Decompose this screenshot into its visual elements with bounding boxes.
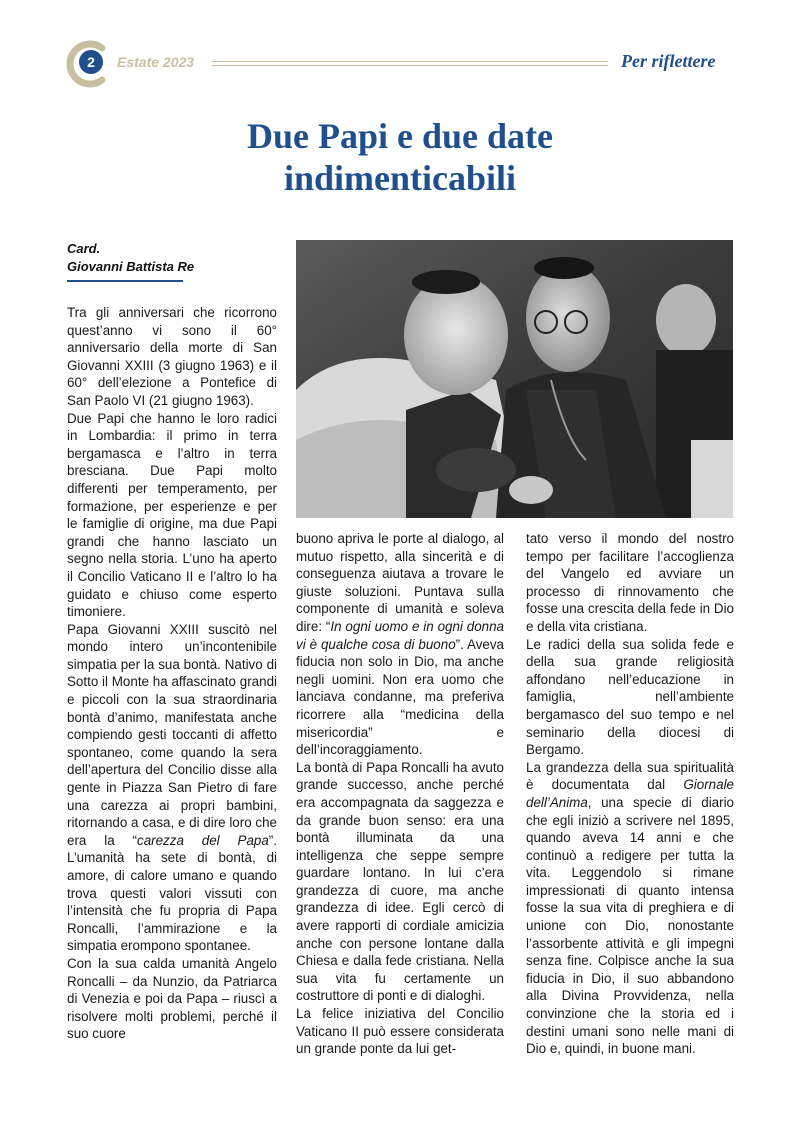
paragraph: La bontà di Papa Roncalli ha avuto grande successo, anche perché era accompagnata da saggezza e da grande buon senso: era una bontà illuminata da una intelligenza che seppe sempre guardare lontano. In lui c’era grandezza di cuore, ma anche grandezza di idee. Egli cercò di avere rapporti di cordiale amicizia anche con persone lontane dalla Chiesa e dalla fede cristiana. Nella sua vita fu certamente un costruttore di ponti e di dialoghi. <box>296 759 504 1004</box>
text-run: ”. L’umanità ha sete di bontà, di amore, di calore umano e quando trova questi valori vissuti con l’intensità che fu propria di Papa Roncalli, l’ammirazione e la simpatia erompono spontanee. <box>67 832 277 954</box>
quote-emphasis: carezza del Papa <box>137 832 269 848</box>
paragraph: Le radici della sua solida fede e della sua grande religiosità affondano nell’educazione in famiglia, nell’ambiente bergamasco del suo tempo e nel seminario della diocesi di Bergamo. <box>526 636 734 758</box>
paragraph <box>526 759 734 1058</box>
section-label: Per riflettere <box>621 51 716 71</box>
text-run: , una specie di diario che egli iniziò a scrivere nel 1895, quando aveva 14 anni e che continuò a redigere per tutta la vita. Leggendolo si rimane impressionati di quanto intensa fosse la sua vita di preghiera e di unione con Dio, nonostante l’assorbente attività e gli impegni senza fine. Colpisce anche la sua fiducia in Dio, il suo abbandono alla Divina Provvidenza, nella convinzione che la storia ed i destini umani sono nelle mani di Dio e, quindi, in buone mani. <box>526 794 734 1057</box>
text-column-1 <box>67 304 277 1043</box>
paragraph: La felice iniziativa del Concilio Vaticano II può essere considerata un grande ponte da lui get- <box>296 1006 504 1057</box>
paragraph: tato verso il mondo del nostro tempo per facilitare l’accoglienza del Vangelo ed avviare un processo di rinnovamento che fosse una crescita della fede in Dio e della vita cristiana. <box>526 531 734 634</box>
text-column-3 <box>526 530 734 1058</box>
photo-two-popes <box>296 240 733 518</box>
book-title-emphasis: Giornale dell’Anima <box>526 777 734 810</box>
issue-label: Estate 2023 <box>117 54 195 70</box>
author-name: Giovanni Battista Re <box>67 259 195 274</box>
author-title: Card. <box>67 241 101 256</box>
text-run: Papa Giovanni XXIII suscitò nel mondo intero un’incontenibile simpatia per la sua bontà. Nativo di Sotto il Monte ha affascinato grandi e piccoli con la sua straordinaria bontà d’animo, manifestata anche compiendo gesti toccanti di affetto spontaneo, come quando la sera dell’apertura del Concilio disse alla gente in Piazza San Pietro di fare una carezza ai propri bambini, ritornando a casa, e di dire loro che era la “ <box>67 621 277 848</box>
text-run: La grandezza della sua spiritualità è documentata dal <box>526 759 734 793</box>
text-run: buono apriva le porte al dialogo, al mutuo rispetto, alla sincerità e di conseguenza aiutava a trovare le giuste soluzioni. Puntava sulla componente di umanità e soleva dire: “ <box>296 531 504 634</box>
text-run: ”. Aveva fiducia non solo in Dio, ma anche negli uomini. Non era uomo che lanciava condanne, ma preferiva ricorrere alla “medicina della misericordia” e dell’incoraggiamento. <box>296 636 504 758</box>
paragraph: Due Papi che hanno le loro radici in Lombardia: il primo in terra bergamasca e l’altro in terra bresciana. Due Papi molto differenti per temperamento, per formazione, per esperienze e per le famiglie di origine, ma due Papi grandi che hanno lasciato un segno nella storia. L’uno ha aperto il Concilio Vaticano II e l’altro lo ha guidato e chiuso come esperto timoniere. <box>67 410 277 620</box>
text-column-2 <box>296 530 504 1058</box>
page-number: 2 <box>79 50 103 74</box>
paragraph: Tra gli anniversari che ricorrono quest’anno vi sono il 60° anniversario della morte di San Giovanni XXIII (3 giugno 1963) e il 60° dell’elezione a Pontefice di San Paolo VI (21 giugno 1963). <box>67 305 277 408</box>
paragraph <box>296 530 504 759</box>
quote-emphasis: In ogni uomo e in ogni donna vi è qualche cosa di buono <box>296 618 504 652</box>
header-rule <box>212 61 608 66</box>
title-line-1: Due Papi e due date <box>247 116 553 156</box>
author-byline <box>67 240 194 276</box>
paragraph: Con la sua calda umanità Angelo Roncalli – da Nunzio, da Patriarca di Venezia e poi da Papa – riuscì a risolvere molti problemi, perché il suo cuore <box>67 955 277 1042</box>
title-line-2: indimenticabili <box>283 158 517 198</box>
author-rule <box>67 280 183 282</box>
paragraph <box>67 621 277 955</box>
article-title <box>100 115 700 199</box>
